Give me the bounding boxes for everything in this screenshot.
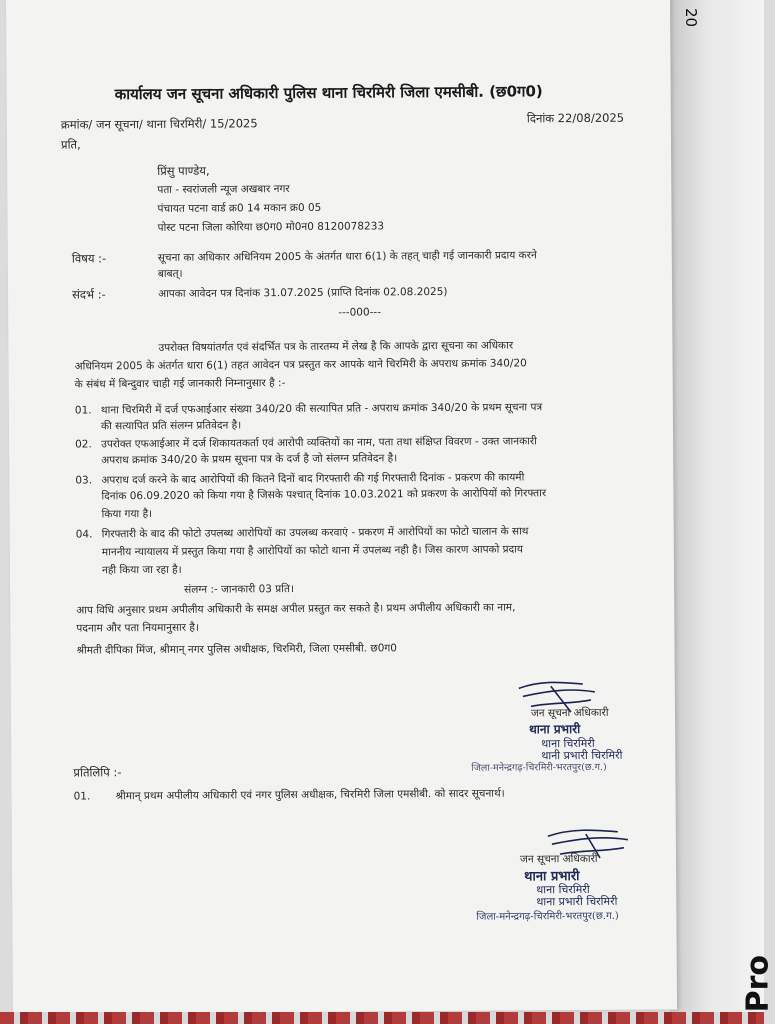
signature1-line-2: थाना प्रभारी: [529, 722, 581, 737]
signature1-line-3: थाना चिरमिरी: [541, 736, 595, 751]
enclosure-note: संलग्न :- जानकारी 03 प्रति।: [184, 583, 294, 596]
item-4-line-1: गिरफ्तारी के बाद की फोटो उपलब्ध आरोपियों का उपलब्ध करवाएं - प्रकरण में आरोपियों का फोटो चालान के साथ: [101, 525, 529, 541]
corner-number: 20: [682, 8, 700, 28]
item-3-line-1: अपराध दर्ज करने के बाद आरोपियों की कितने दिनों बाद गिरफ्तारी की गई गिरफ्तारी दिनांक - प्रकरण की कायमी: [101, 471, 525, 487]
separator: ---000---: [338, 306, 382, 319]
item-2-number: 02.: [75, 438, 92, 451]
item-2-line-1: उपरोक्त एफआईआर में दर्ज शिकायतकर्ता एवं आरोपी व्यक्तियों का नाम, पता तथा संक्षिप्त विवरण - उक्त जानकारी: [101, 435, 537, 451]
copy-text: श्रीमान् प्रथम अपीलीय अधिकारी एवं नगर पुलिस अधीक्षक, चिरमिरी जिला एमसीबी. को सादर सूचनार्थ।: [115, 787, 505, 803]
signature2-line-1: जन सूचना अधिकारी: [519, 852, 598, 866]
reference-label: संदर्भ :-: [72, 287, 106, 302]
appeal-line-2: पदनाम और पता नियमानुसार है।: [76, 621, 199, 635]
copy-number: 01.: [73, 790, 91, 803]
copy-label: प्रतिलिपि :-: [73, 765, 122, 780]
subject-label: विषय :-: [71, 251, 107, 266]
intro-line-2: अधिनियम 2005 के अंतर्गत धारा 6(1) तहत आवेदन पत्र प्रस्तुत कर आपके थाने चिरमिरी के अपराध क्रमांक 340/20: [74, 357, 527, 373]
item-4-line-3: नही किया जा रहा है।: [101, 563, 182, 577]
recipient-address-3: पोस्ट पटना जिला कोरिया छ0ग0 मो0न0 8120078233: [157, 220, 385, 234]
item-3-number: 03.: [75, 474, 93, 487]
appeal-line-1: आप विधि अनुसार प्रथम अपीलीय अधिकारी के समक्ष अपील प्रस्तुत कर सकते है। प्रथम अपीलीय अधिकारी का नाम,: [76, 601, 516, 617]
signature1-line-4: थानी प्रभारी चिरमिरी: [541, 748, 623, 763]
item-3-line-2: दिनांक 06.09.2020 को किया गया है जिसके पश्चात् दिनांक 10.03.2021 को प्रकरण के आरोपियों को गिरफ्तार: [101, 487, 547, 503]
item-1-number: 01.: [74, 404, 92, 417]
camera-watermark: Pro: [740, 955, 775, 1013]
background-fabric: [0, 1012, 764, 1024]
recipient-name: प्रिंसु पाण्डेय,: [157, 163, 210, 178]
background-edge: [670, 0, 764, 1024]
recipient-address-2: पंचायत पटना वार्ड क्र0 14 मकान क्र0 05: [157, 201, 322, 215]
item-3-line-3: किया गया है।: [101, 507, 153, 521]
item-1-line-1: थाना चिरमिरी में दर्ज एफआईआर संख्या 340/20 की सत्यापित प्रति - अपराध क्रमांक 340/20 के प्रथम सूचना पत्र: [100, 401, 543, 417]
subject-text-2: बाबत्।: [157, 267, 183, 280]
signature1-line-5: जिला-मनेन्द्रगढ़-चिरमिरी-भरतपुर(छ.ग.): [471, 761, 607, 774]
reference-number: क्रमांक/ जन सूचना/ थाना चिरमिरी/ 15/2025: [60, 116, 258, 132]
appeal-line-3: श्रीमती दीपिका मिंज, श्रीमान् नगर पुलिस अधीक्षक, चिरमिरी, जिला एमसीबी. छ0ग0: [76, 642, 397, 657]
signature2-line-3: थाना चिरमिरी: [536, 882, 590, 897]
item-1-line-2: की सत्यापित प्रति संलग्न प्रतिवेदन है।: [100, 419, 242, 433]
reference-text: आपका आवेदन पत्र दिनांक 31.07.2025 (प्राप्ति दिनांक 02.08.2025): [158, 285, 448, 300]
signature2-line-2: थाना प्रभारी: [524, 869, 580, 885]
subject-text-1: सूचना का अधिकार अधिनियम 2005 के अंतर्गत धारा 6(1) के तहत् चाही गई जानकारी प्रदाय करने: [157, 249, 537, 264]
letter-date: दिनांक 22/08/2025: [526, 110, 625, 126]
signature2-line-5: जिला-मनेन्द्रगढ़-चिरमिरी-भरतपुर(छ.ग.): [476, 910, 619, 923]
document-page: [6, 0, 677, 1014]
item-2-line-2: अपराध क्रमांक 340/20 के प्रथम सूचना पत्र के दर्ज है जो संलग्न प्रतिवेदन है।: [101, 452, 398, 467]
signature1-line-1: जन सूचना अधिकारी: [530, 706, 609, 720]
item-4-line-2: माननीय न्यायालय में प्रस्तुत किया गया है आरोपियों का फोटो थाना में उपलब्ध नही है। जिस कारण आपको प्रदाय: [101, 543, 524, 559]
recipient-address-1: पता - स्वरांजली न्यूज अखबार नगर: [157, 183, 290, 196]
item-4-number: 04.: [75, 528, 93, 541]
intro-line-1: उपरोक्त विषयांतर्गत एवं संदर्भित पत्र के तारतम्य में लेख है कि आपके द्वारा सूचना का अधिकार: [158, 339, 514, 354]
signature2-line-4: थाना प्रभारी चिरमिरी: [536, 894, 618, 909]
prati-label: प्रति,: [60, 137, 81, 152]
office-title: कार्यालय जन सूचना अधिकारी पुलिस थाना चिरमिरी जिला एमसीबी. (छ0ग0): [114, 82, 543, 104]
intro-line-3: के संबंध में बिन्दुवार चाही गई जानकारी निम्नानुसार है :-: [74, 377, 286, 391]
